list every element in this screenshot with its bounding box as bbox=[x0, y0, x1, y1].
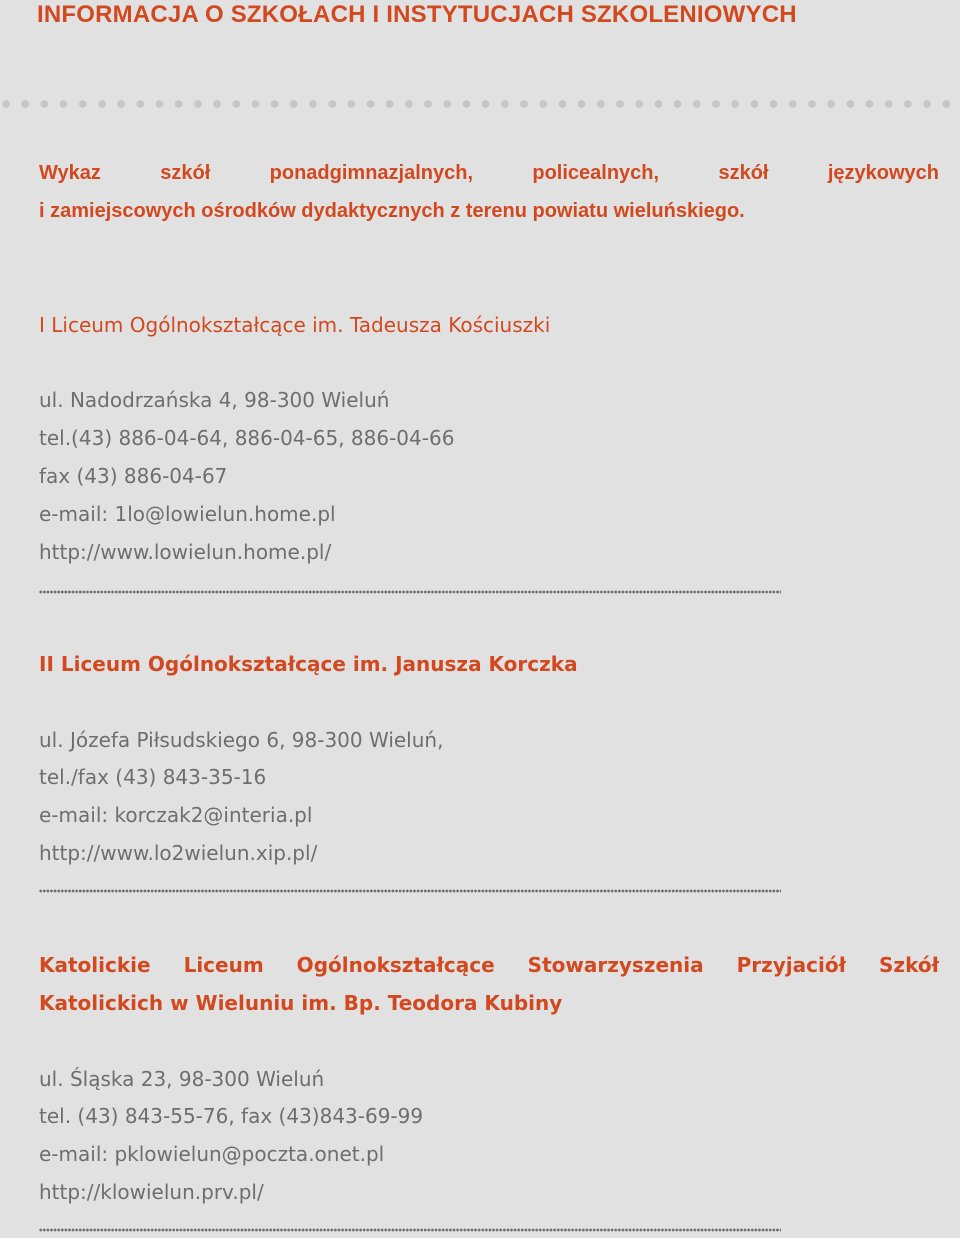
school-address: ul. Nadodrzańska 4, 98-300 Wieluń bbox=[39, 388, 390, 412]
school-phone: tel./fax (43) 843-35-16 bbox=[39, 765, 267, 789]
school-phone: tel. (43) 843-55-76, fax (43)843-69-99 bbox=[39, 1104, 424, 1128]
school-email[interactable]: e-mail: korczak2@interia.pl bbox=[39, 803, 313, 827]
school-website-link[interactable]: http://www.lowielun.home.pl/ bbox=[39, 540, 332, 564]
school-website-link[interactable]: http://klowielun.prv.pl/ bbox=[39, 1180, 264, 1204]
school-name-line-1: Katolickie Liceum Ogólnokształcące Stowarzyszenia Przyjaciół Szkół bbox=[39, 953, 939, 977]
school-email[interactable]: e-mail: 1lo@lowielun.home.pl bbox=[39, 502, 336, 526]
dotted-separator bbox=[39, 1228, 781, 1236]
page-title: INFORMACJA O SZKOŁACH I INSTYTUCJACH SZKOLENIOWYCH bbox=[37, 1, 797, 28]
school-phone: tel.(43) 886-04-64, 886-04-65, 886-04-66 bbox=[39, 426, 455, 450]
school-address: ul. Józefa Piłsudskiego 6, 98-300 Wieluń, bbox=[39, 728, 444, 752]
school-name: I Liceum Ogólnokształcące im. Tadeusza Kościuszki bbox=[39, 313, 551, 337]
dotted-separator bbox=[39, 590, 781, 598]
school-address: ul. Śląska 23, 98-300 Wieluń bbox=[39, 1067, 325, 1091]
school-name-line-2: Katolickich w Wieluniu im. Bp. Teodora Kubiny bbox=[39, 991, 563, 1015]
dotted-divider bbox=[0, 98, 960, 110]
intro-line-1: Wykaz szkół ponadgimnazjalnych, policealnych, szkół językowych bbox=[39, 162, 939, 184]
intro-line-2: i zamiejscowych ośrodków dydaktycznych z terenu powiatu wieluńskiego. bbox=[39, 200, 745, 222]
school-fax: fax (43) 886-04-67 bbox=[39, 464, 228, 488]
school-website-link[interactable]: http://www.lo2wielun.xip.pl/ bbox=[39, 841, 318, 865]
school-email[interactable]: e-mail: pklowielun@poczta.onet.pl bbox=[39, 1142, 385, 1166]
school-name: II Liceum Ogólnokształcące im. Janusza Korczka bbox=[39, 652, 578, 676]
dotted-separator bbox=[39, 889, 781, 897]
